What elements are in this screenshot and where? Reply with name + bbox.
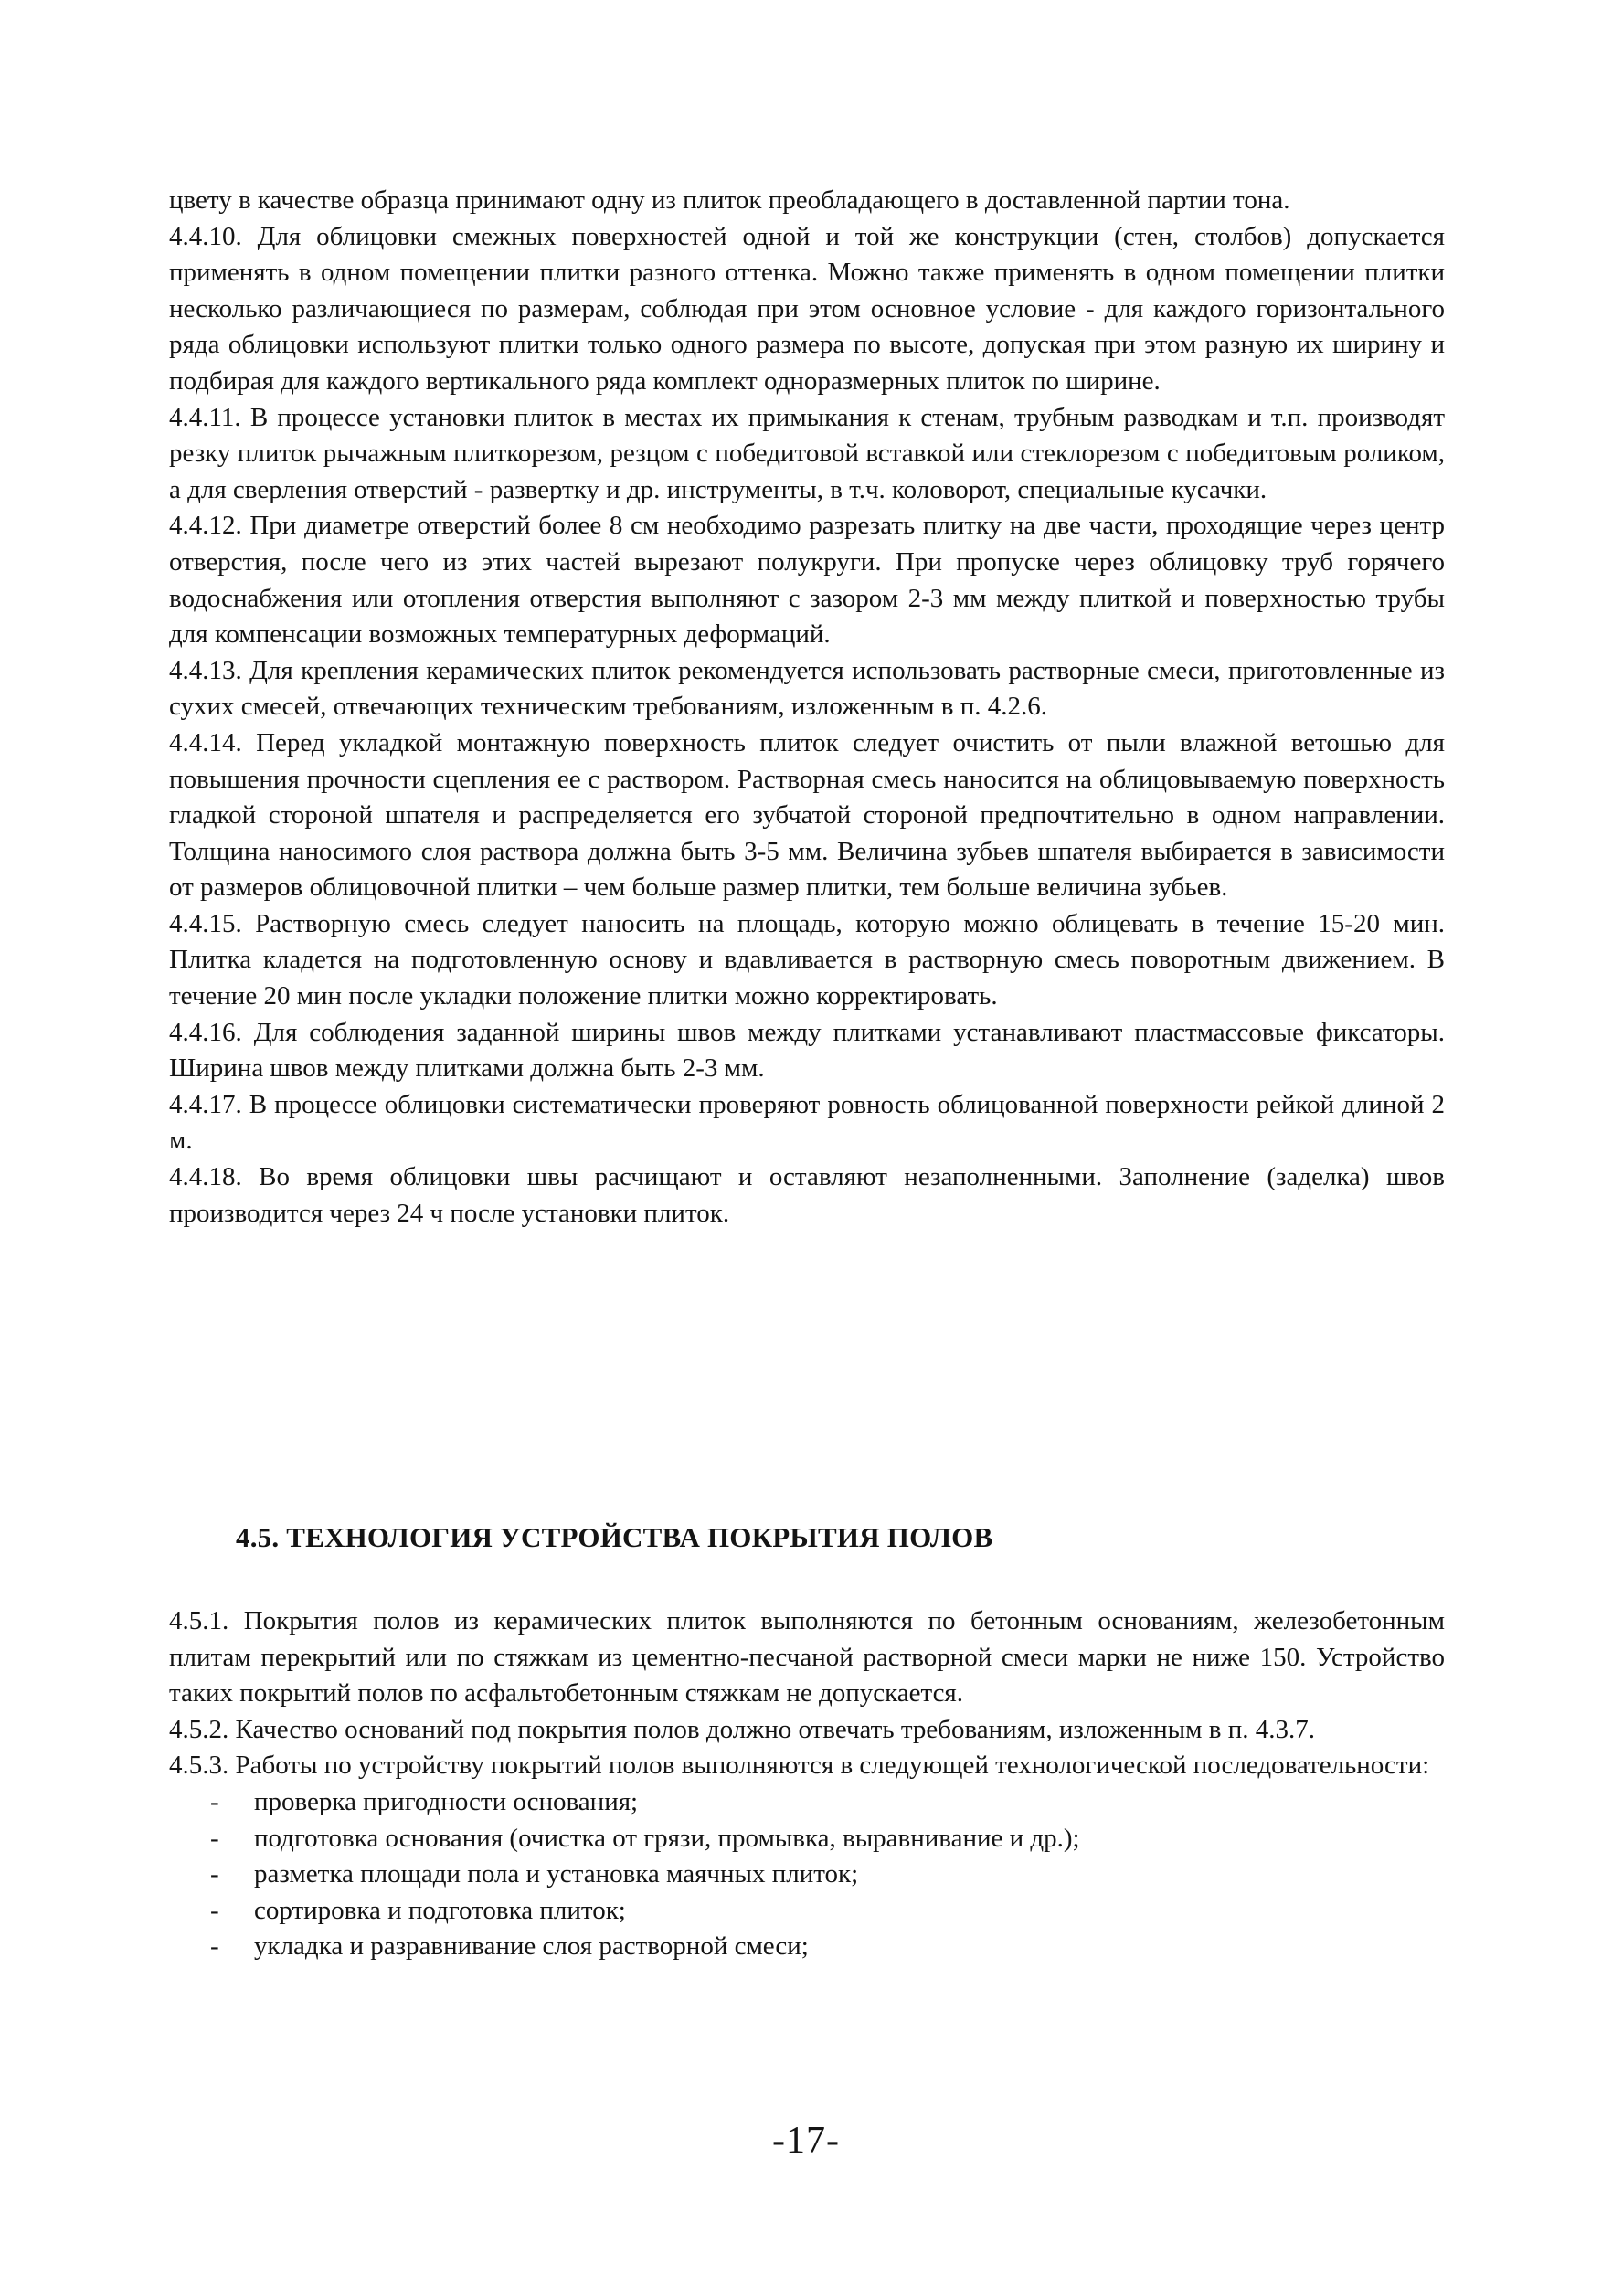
- paragraph-4-4-13: 4.4.13. Для крепления керамических плиток рекомендуется использовать растворные смеси, приготовленные из сухих смесей, отвечающих техническим требованиям, изложенным в п. 4.2.6.: [169, 655, 1445, 722]
- paragraph-4-4-12: 4.4.12. При диаметре отверстий более 8 см необходимо разрезать плитку на две части, проходящие через центр отверстия, после чего из этих частей вырезают полукруги. При пропуске через облицовку труб горячего водоснабжения или отопления отверстия выполняют с зазором 2-3 мм между плиткой и поверхностью трубы для компенсации возможных температурных деформаций.: [169, 511, 1445, 650]
- paragraph-4-4-11: 4.4.11. В процессе установки плиток в местах их примыкания к стенам, трубным разводкам и т.п. производят резку плиток рычажным плиткорезом, резцом с победитовой вставкой или стеклорезом с победитовым роликом, а для сверления отверстий - развертку и др. инструменты, в т.ч. коловорот, специальные кусачки.: [169, 402, 1445, 504]
- paragraph-4-4-18: 4.4.18. Во время облицовки швы расчищают и оставляют незаполненными. Заполнение (заделка) швов производится через 24 ч после установки плиток.: [169, 1162, 1445, 1228]
- paragraph-4-5-2: 4.5.2. Качество оснований под покрытия полов должно отвечать требованиям, изложенным в п. 4.3.7.: [169, 1714, 1315, 1744]
- paragraph-4-4-17: 4.4.17. В процессе облицовки систематически проверяют ровность облицованной поверхности рейкой длиной 2 м.: [169, 1089, 1445, 1156]
- paragraph-4-4-9-end: цвету в качестве образца принимают одну из плиток преобладающего в доставленной партии тона.: [169, 185, 1290, 215]
- section-4-5-body: [169, 1603, 1445, 1965]
- list-item: - разметка площади пола и установка маячных плиток;: [169, 1857, 1445, 1893]
- list-item: - проверка пригодности основания;: [169, 1784, 1445, 1821]
- paragraph-4-4-10: 4.4.10. Для облицовки смежных поверхностей одной и той же конструкции (стен, столбов) допускается применять в одном помещении плитки разного оттенка. Можно также применять в одном помещении плитки несколько различающиеся по размерам, соблюдая при этом основное условие - для каждого горизонтального ряда облицовки используют плитки только одного размера по высоте, допуская при этом разную их ширину и подбирая для каждого вертикального ряда комплект одноразмерных плиток по ширине.: [169, 221, 1445, 396]
- section-4-4-continuation: [169, 183, 1445, 1232]
- paragraph-4-5-1: 4.5.1. Покрытия полов из керамических плиток выполняются по бетонным основаниям, железобетонным плитам перекрытий или по стяжкам из цементно-песчаной растворной смеси марки не ниже 150. Устройство таких покрытий полов по асфальтобетонным стяжкам не допускается.: [169, 1606, 1445, 1709]
- list-item: - подготовка основания (очистка от грязи, промывка, выравнивание и др.);: [169, 1821, 1445, 1857]
- paragraph-4-4-16: 4.4.16. Для соблюдения заданной ширины швов между плитками устанавливают пластмассовые фиксаторы. Ширина швов между плитками должна быть 2-3 мм.: [169, 1017, 1445, 1084]
- page-number: -17-: [772, 2120, 840, 2162]
- section-heading-4-5: 4.5. ТЕХНОЛОГИЯ УСТРОЙСТВА ПОКРЫТИЯ ПОЛОВ: [236, 1521, 993, 1553]
- list-item: - укладка и разравнивание слоя растворной смеси;: [169, 1929, 1445, 1965]
- paragraph-4-4-15: 4.4.15. Растворную смесь следует наносить на площадь, которую можно облицевать в течение 15-20 мин. Плитка кладется на подготовленную основу и вдавливается в растворную смесь поворотным движением. В течение 20 мин после укладки положение плитки можно корректировать.: [169, 908, 1445, 1011]
- paragraph-4-4-14: 4.4.14. Перед укладкой монтажную поверхность плиток следует очистить от пыли влажной ветошью для повышения прочности сцепления ее с раствором. Растворная смесь наносится на облицовываемую поверхность гладкой стороной шпателя и распределяется его зубчатой стороной предпочтительно в одном направлении. Толщина наносимого слоя раствора должна быть 3-5 мм. Величина зубьев шпателя выбирается в зависимости от размеров облицовочной плитки – чем больше размер плитки, тем больше величина зубьев.: [169, 727, 1445, 903]
- paragraph-4-5-3: 4.5.3. Работы по устройству покрытий полов выполняются в следующей технологической последовательности:: [169, 1751, 1430, 1781]
- work-sequence-list: [169, 1784, 1445, 1965]
- list-item: - сортировка и подготовка плиток;: [169, 1893, 1445, 1930]
